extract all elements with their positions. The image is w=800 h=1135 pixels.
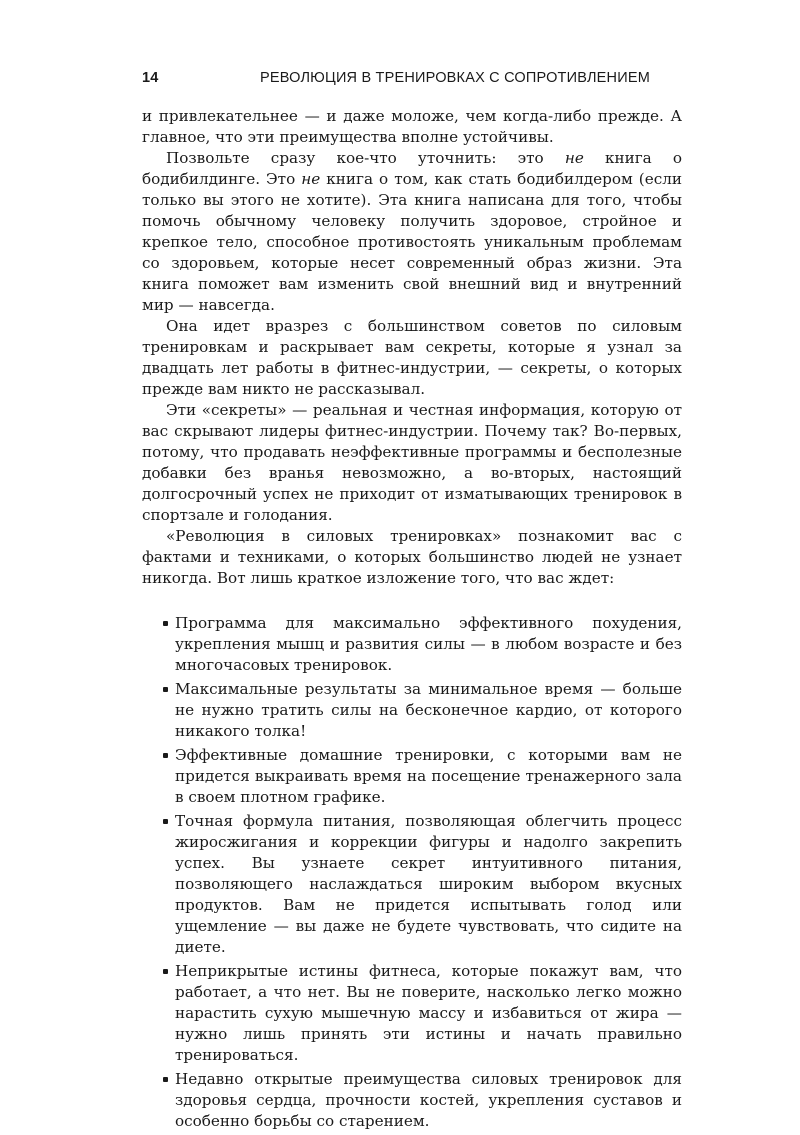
- emphasis-not: не: [301, 170, 321, 188]
- list-item-text: Эффективные домашние тренировки, с которыми вам не придется выкраивать время на посещение тренажерного зала в своем плотном графике.: [175, 746, 682, 806]
- paragraph-text: Позвольте сразу кое-что уточнить: это: [166, 149, 565, 167]
- emphasis-not: не: [564, 149, 584, 167]
- list-item: [142, 679, 682, 742]
- list-item: [142, 961, 682, 1066]
- bullet-icon: [163, 1077, 168, 1082]
- running-title: РЕВОЛЮЦИЯ В ТРЕНИРОВКАХ С СОПРОТИВЛЕНИЕМ: [260, 70, 650, 86]
- list-item: [142, 811, 682, 958]
- paragraph-intro-list: «Революция в силовых тренировках» познакомит вас с фактами и техниками, о которых большинство людей не узнает никогда. Вот лишь краткое изложение того, что вас ждет:: [142, 527, 682, 587]
- paragraph-continued: и привлекательнее — и даже моложе, чем когда-либо прежде. А главное, что эти преимущества вполне устойчивы.: [142, 107, 682, 146]
- benefits-list: [142, 613, 682, 1132]
- paragraph-secrets: Она идет вразрез с большинством советов по силовым тренировкам и раскрывает вам секреты, которые я узнал за двадцать лет работы в фитнес-индустрии, — секреты, о которых прежде вам никто не рассказывал.: [142, 317, 682, 398]
- list-item-text: Программа для максимально эффективного похудения, укрепления мышц и развития силы — в любом возрасте и без многочасовых тренировок.: [175, 614, 682, 674]
- bullet-icon: [163, 753, 168, 758]
- list-item-text: Неприкрытые истины фитнеса, которые покажут вам, что работает, а что нет. Вы не поверите, насколько легко можно нарастить сухую мышечную массу и избавиться от жира — нужно лишь принять эти истины и начать правильно тренироваться.: [175, 962, 682, 1064]
- list-item: [142, 1069, 682, 1132]
- paragraph-not-bodybuilding: [142, 148, 682, 316]
- list-item-text: Точная формула питания, позволяющая облегчить процесс жиросжигания и коррекции фигуры и надолго закрепить успех. Вы узнаете секрет интуитивного питания, позволяющего наслаждаться широким выбором вкусных продуктов. Вам не придется испытывать голод или ущемление — вы даже не будете чувствовать, что сидите на диете.: [175, 812, 682, 956]
- page-number: 14: [142, 70, 159, 86]
- list-item-text: Максимальные результаты за минимальное время — больше не нужно тратить силы на бесконечное кардио, от которого никакого толка!: [175, 680, 682, 740]
- body-text: [142, 106, 682, 1135]
- list-item-text: Недавно открытые преимущества силовых тренировок для здоровья сердца, прочности костей, укрепления суставов и особенно борьбы со старением.: [175, 1070, 682, 1130]
- list-item: [142, 745, 682, 808]
- page-header: [142, 70, 682, 92]
- list-item: [142, 613, 682, 676]
- bullet-icon: [163, 687, 168, 692]
- paragraph-text: книга о том, как стать бодибилдером (если только вы этого не хотите). Эта книга написана для того, чтобы помочь обычному человеку получить здоровое, стройное и крепкое тело, способное противостоять уникальным проблемам со здоровьем, которые несет современный образ жизни. Эта книга поможет вам изменить свой внешний вид и внутренний мир — навсегда.: [142, 170, 682, 314]
- paragraph-text: книга о бодибилдинге. Это: [142, 149, 682, 188]
- bullet-icon: [163, 819, 168, 824]
- paragraph-industry: Эти «секреты» — реальная и честная информация, которую от вас скрывают лидеры фитнес-индустрии. Почему так? Во-первых, потому, что продавать неэффективные программы и бесполезные добавки без вранья невозможно, а во-вторых, настоящий долгосрочный успех не приходит от изматывающих тренировок в спортзале и голодания.: [142, 401, 682, 524]
- bullet-icon: [163, 969, 168, 974]
- bullet-icon: [163, 621, 168, 626]
